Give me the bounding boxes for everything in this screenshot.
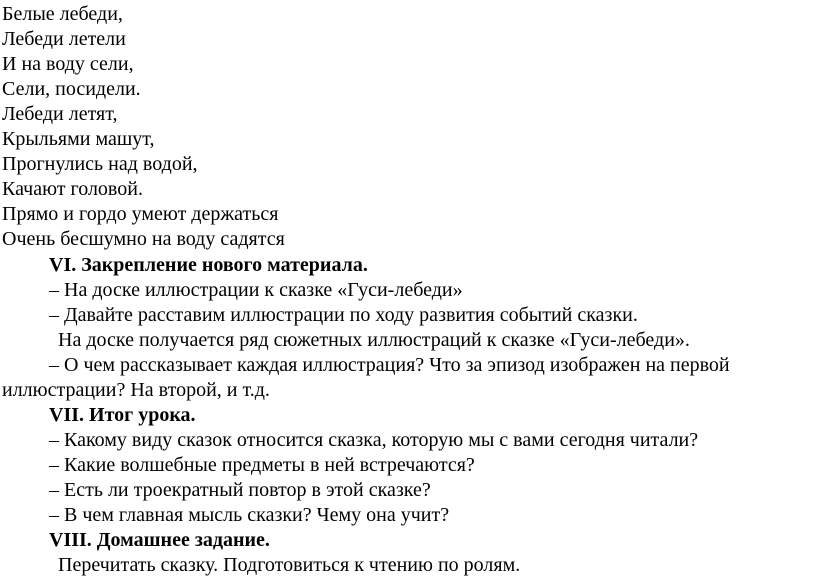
text-line: – Есть ли троекратный повтор в этой сказке?: [49, 479, 431, 501]
section-heading: VII. Итог урока.: [49, 404, 196, 426]
text-line: Перечитать сказку. Подготовиться к чтению по ролям.: [58, 554, 521, 576]
section-heading: VIII. Домашнее задание.: [49, 529, 270, 551]
text-line: иллюстрации? На второй, и т.д.: [2, 379, 270, 401]
text-line: – Давайте расставим иллюстрации по ходу развития событий сказки.: [49, 304, 638, 326]
text-line: – Какому виду сказок относится сказка, которую мы с вами сегодня читали?: [49, 429, 699, 451]
poem-line: И на воду сели,: [2, 53, 134, 75]
poem-line: Белые лебеди,: [2, 3, 123, 25]
poem-line: Крыльями машут,: [2, 128, 155, 150]
text-line: – На доске иллюстрации к сказке «Гуси-лебеди»: [49, 279, 463, 301]
text-line: – В чем главная мысль сказки? Чему она учит?: [49, 504, 450, 526]
text-line: На доске получается ряд сюжетных иллюстраций к сказке «Гуси-лебеди».: [58, 329, 690, 351]
poem-line: Лебеди летели: [2, 28, 126, 50]
poem-line: Прямо и гордо умеют держаться: [2, 203, 279, 225]
poem-line: Сели, посидели.: [2, 78, 141, 100]
poem-line: Очень бесшумно на воду садятся: [2, 228, 285, 250]
poem-line: Качают головой.: [2, 178, 143, 200]
section-heading: VI. Закрепление нового материала.: [49, 254, 368, 276]
poem-line: Лебеди летят,: [2, 103, 118, 125]
poem-line: Прогнулись над водой,: [2, 153, 198, 175]
text-line: – О чем рассказывает каждая иллюстрация? Что за эпизод изображен на первой: [49, 354, 730, 376]
text-line: – Какие волшебные предметы в ней встречаются?: [49, 454, 475, 476]
